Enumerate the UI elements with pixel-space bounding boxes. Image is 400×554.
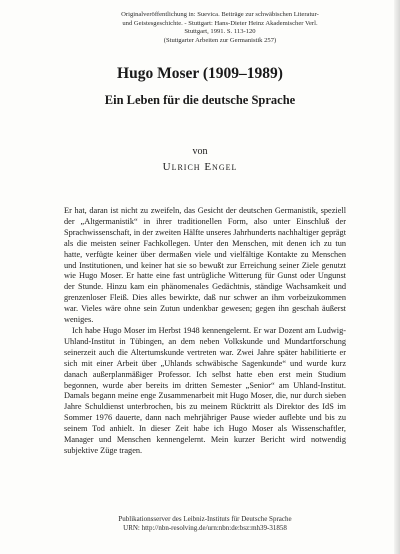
publication-note-line: und Geistesgeschichte. - Stuttgart: Hans-Dieter Heinz Akademischer Verl. [122,19,318,27]
footer-urn-line: URN: http://nbn-resolving.de/urn:nbn:de:bsz:mh39-31858 [123,524,287,532]
page-footer [60,515,350,533]
publication-note-line: Originalveröffentlichung in: Suevica. Beiträge zur schwäbischen Literatur- [121,11,319,18]
article-body [64,206,346,457]
body-paragraph: Er hat, daran ist nicht zu zweifeln, das Gesicht der deutschen Germanistik, speziell der „Altgermanistik“ in ihrer traditionellen Form, also unter Einschluß der Sprachwissenschaft, in der zweiten Hälfte unseres Jahrhunderts nachhaltiger geprägt als die meisten seiner Fachkollegen. Unter den Menschen, mit denen ich zu tun hatte, verfügte keiner über dermaßen viele und vielfältige Kontakte zu Menschen und Institutionen, und keiner hat sie so bewußt zur Erreichung seiner Ziele genutzt wie Hugo Moser. Er hatte eine fast untrügliche Witterung für Gunst oder Ungunst der Stunde. Hinzu kam ein phänomenales Gedächtnis, ständige Wachsamkeit und grenzenloser Fleiß. Dies alles bewirkte, daß nur schwer an ihm vorbeizukommen war. Vieles wäre ohne sein Zutun undenkbar gewesen; gegen ihn geschah äußerst weniges. [64,206,346,325]
publication-note-line: (Stuttgarter Arbeiten zur Germanistik 257) [163,37,277,45]
article-subtitle: Ein Leben für die deutsche Sprache [104,93,296,107]
scan-edge [394,0,400,554]
article-title: Hugo Moser (1909–1989) [117,65,283,82]
body-paragraph: Ich habe Hugo Moser im Herbst 1948 kennengelernt. Er war Dozent am Ludwig-Uhland-Institut in Tübingen, an dem neben Volkskunde und Mundartforschung seinerzeit auch die Altertumskunde vertreten war. Zwei Jahre später habilitierte er sich mit einer Arbeit über „Uhlands schwäbische Sagenkunde“ und wurde kurz danach außerplanmäßiger Professor. Ich selbst hatte eben erst mein Studium begonnen, wurde aber bereits im dritten Semester „Senior“ am Uhland-Institut. Damals begann meine enge Zusammenarbeit mit Hugo Moser, die, nur durch sieben Jahre Schuldienst unterbrochen, bis zu meinem Rücktritt als Direktor des IdS im Sommer 1976 dauerte, dann nach mehrjähriger Pause wieder auflebte und bis zu seinem Tod anhielt. In dieser Zeit habe ich Hugo Moser als Wissenschaftler, Manager und Menschen kennengelernt. Mein kurzer Bericht wird notwendig subjektive Züge tragen. [64,325,346,455]
publication-note [70,11,370,46]
publication-note-line: Stuttgart, 1991. S. 113-120 [184,28,256,36]
byline-prefix: von [192,146,208,157]
footer-publisher-line: Publikationsserver des Leibniz-Instituts für Deutsche Sprache [118,515,292,523]
author-name: Ulrich Engel [162,161,238,173]
